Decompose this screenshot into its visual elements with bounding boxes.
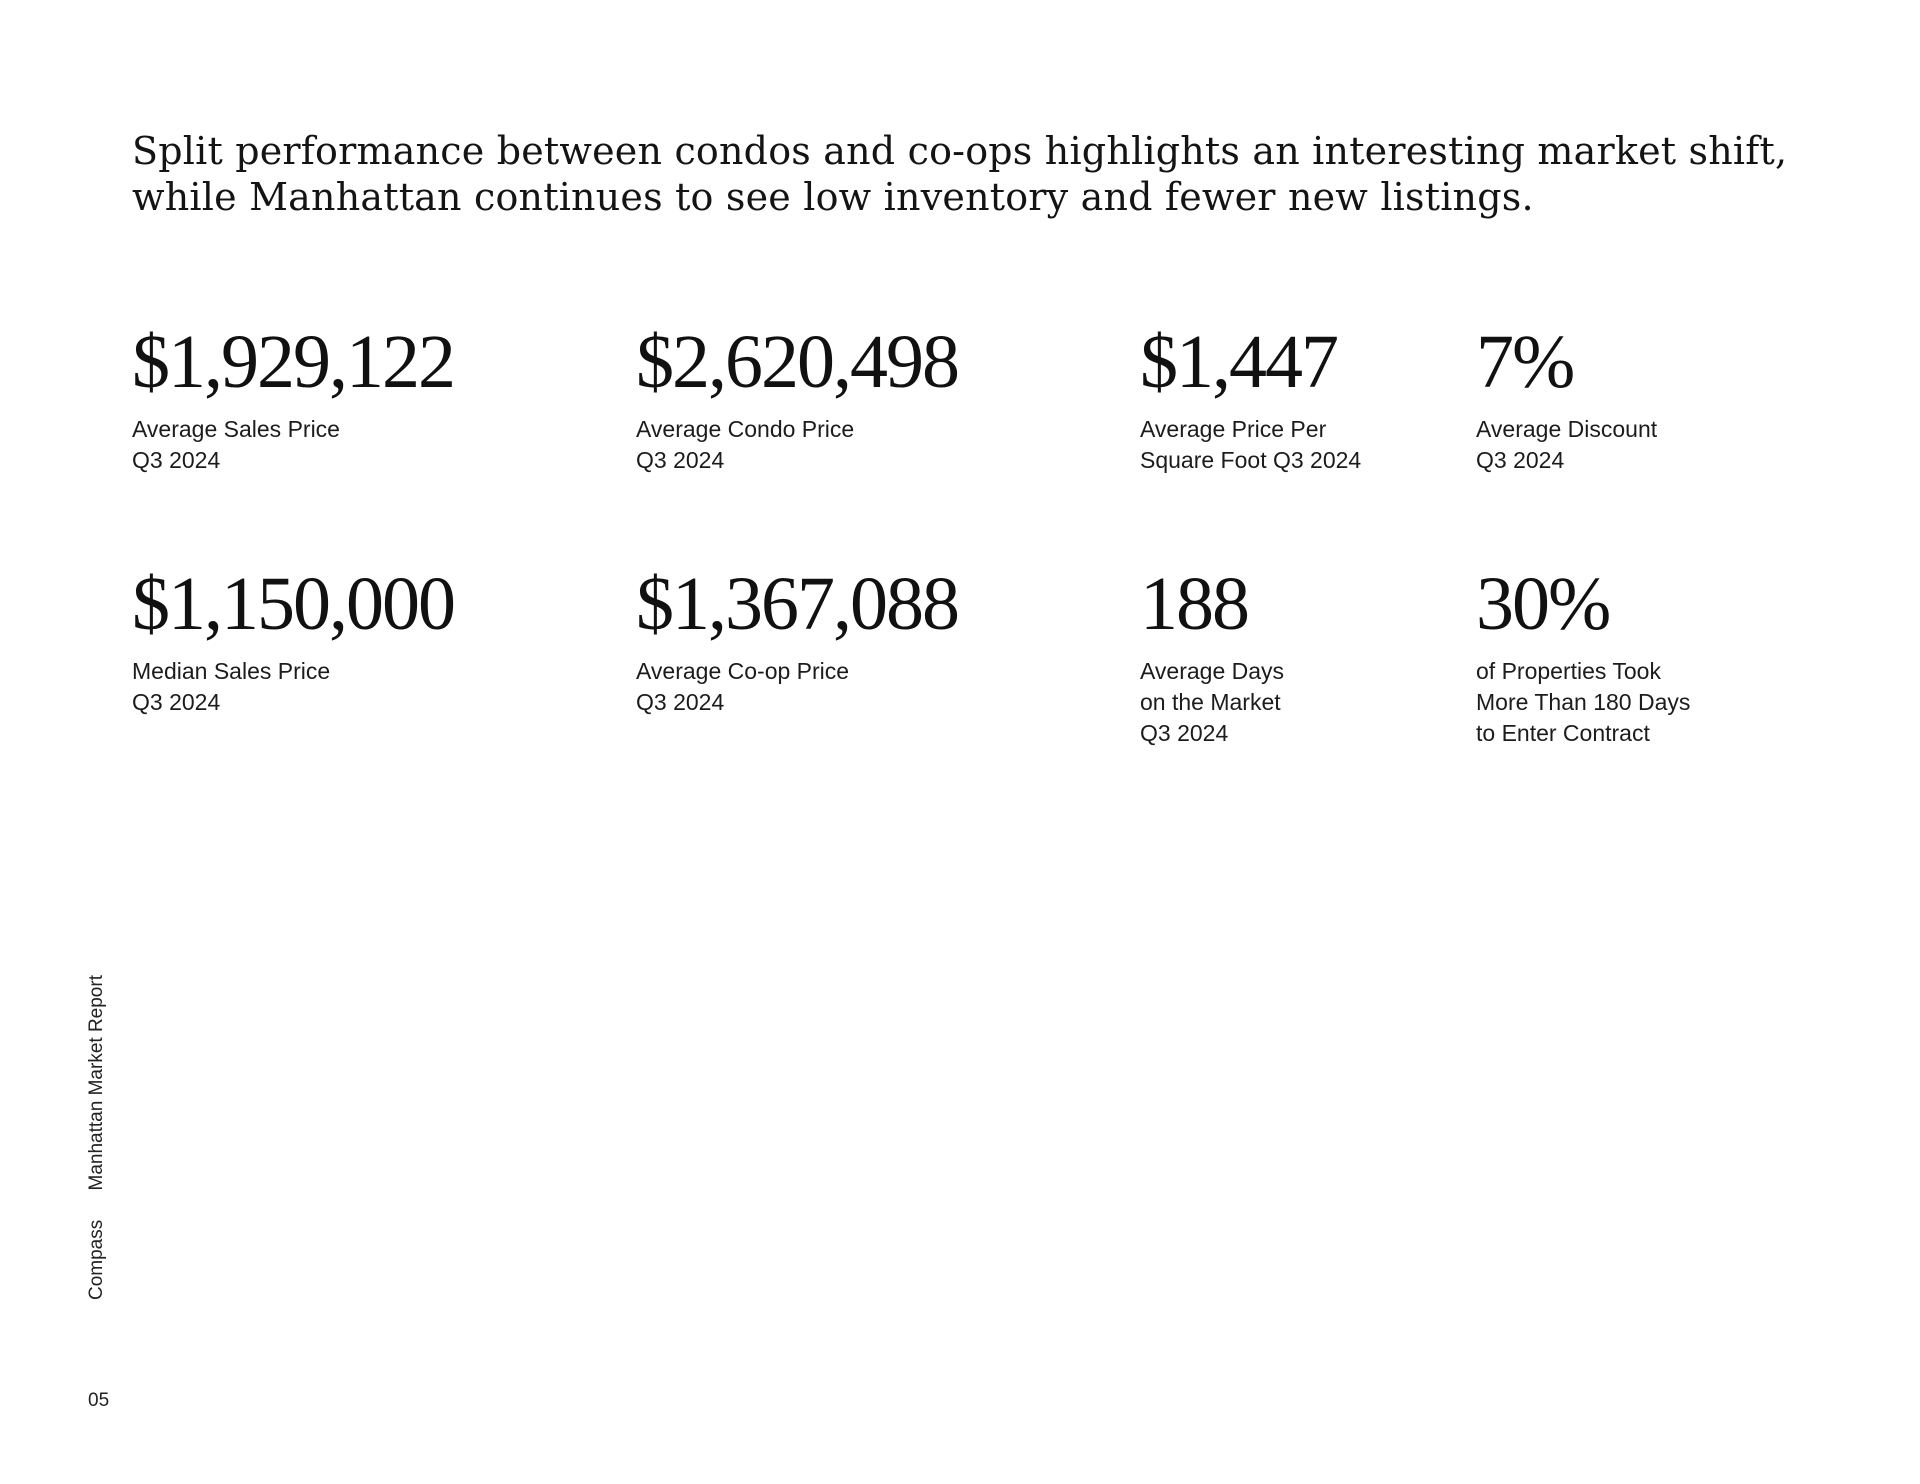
side-footer [86, 975, 108, 1300]
headline-line-1: Split performance between condos and co-ops highlights an interesting market shift, [132, 129, 1788, 173]
stat-label-line: Average Days [1140, 658, 1285, 684]
stat-median-sales-price [132, 564, 454, 718]
stat-label [636, 656, 958, 718]
stat-label-line: More Than 180 Days [1476, 689, 1691, 715]
stat-properties-over-180-days [1476, 564, 1690, 749]
headline-line-2: while Manhattan continues to see low inventory and fewer new listings. [132, 175, 1534, 219]
stat-value: $1,929,122 [132, 320, 454, 404]
brand-name: Compass [86, 1219, 107, 1300]
stat-label-line: Q3 2024 [1476, 447, 1565, 473]
stat-label [132, 656, 454, 718]
stat-label-line: Q3 2024 [1140, 720, 1229, 746]
page-number: 05 [88, 1390, 110, 1411]
stat-label-line: Average Price Per [1140, 416, 1327, 442]
stat-label-line: of Properties Took [1476, 658, 1661, 684]
stat-label-line: Q3 2024 [132, 447, 221, 473]
stat-label-line: Square Foot Q3 2024 [1140, 447, 1362, 473]
stat-value: $1,150,000 [132, 562, 454, 646]
stat-value: 30% [1476, 562, 1610, 646]
stat-label-line: Average Sales Price [132, 416, 340, 442]
stat-value: $1,367,088 [636, 562, 958, 646]
page-headline [132, 128, 1788, 220]
stat-average-coop-price [636, 564, 958, 718]
stat-average-days-on-market [1140, 564, 1284, 749]
stat-label [1140, 414, 1361, 476]
stat-label [1476, 656, 1690, 749]
report-title: Manhattan Market Report [86, 975, 107, 1191]
stat-average-condo-price [636, 322, 958, 476]
stat-value: 188 [1140, 562, 1248, 646]
stat-label-line: Q3 2024 [636, 447, 725, 473]
stat-label [636, 414, 958, 476]
stat-value: $2,620,498 [636, 320, 958, 404]
stat-average-price-per-square-foot [1140, 322, 1361, 476]
stat-label-line: on the Market [1140, 689, 1281, 715]
stat-label-line: Average Condo Price [636, 416, 855, 442]
stat-value: 7% [1476, 320, 1574, 404]
stat-label-line: to Enter Contract [1476, 720, 1650, 746]
stat-label-line: Median Sales Price [132, 658, 331, 684]
stat-average-discount [1476, 322, 1657, 476]
stat-label [1140, 656, 1284, 749]
stat-label-line: Average Co-op Price [636, 658, 850, 684]
stat-label-line: Q3 2024 [132, 689, 221, 715]
stat-label-line: Q3 2024 [636, 689, 725, 715]
stat-label [1476, 414, 1657, 476]
stat-average-sales-price [132, 322, 454, 476]
stat-value: $1,447 [1140, 320, 1337, 404]
stat-label [132, 414, 454, 476]
stat-label-line: Average Discount [1476, 416, 1658, 442]
